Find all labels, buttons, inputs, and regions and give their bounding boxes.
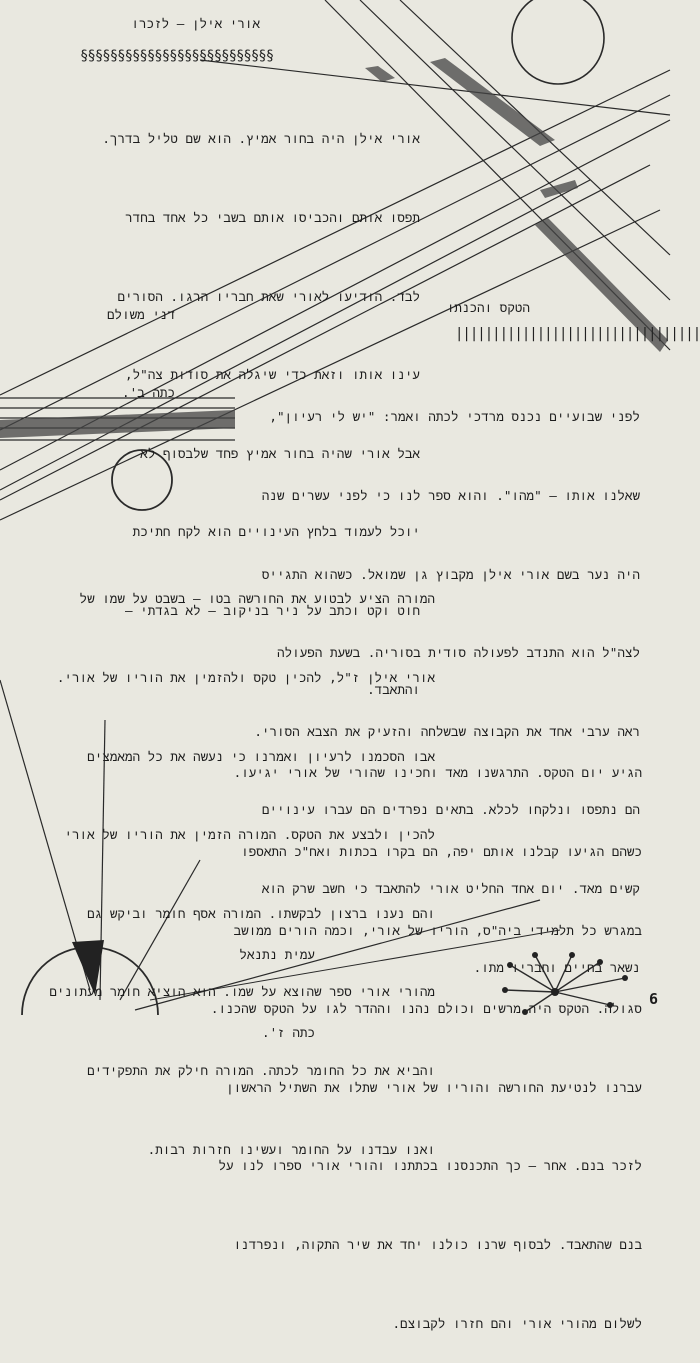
text-line: במגרש כל תלמידי ביה"ס, הוריו של אורי, וכמה הורים ממושב xyxy=(233,922,642,938)
text-line: היה נער בשם אורי אילן מקבוץ גן שמואל. כשהוא התגייס xyxy=(261,566,640,582)
author-name: דני משולם xyxy=(106,307,175,322)
text-line: לפני שבועיים נכנס מרדכי לכתה ואמר: "יש לי רעיון", xyxy=(269,409,640,425)
text-line: עינו אותו וזאת כדי שיגלה את סודות צה"ל, xyxy=(125,367,420,383)
text-line: שאלנו אותו – "מהו". והוא ספר לנו כי לפני עשרים שנה xyxy=(261,488,640,504)
author-class: כתה ז'. xyxy=(262,1025,315,1040)
text-line: המורה הציע לבטוע את החורשה בטו – בשבט על שמו של xyxy=(79,591,435,607)
text-line: יוכל לעמוד בלחץ העינויים הוא לקח חתיכת xyxy=(132,524,420,540)
text-line: סגולה. הטקס היה מרשים וכולם נהנו וההדר לגו על הטקס שהכנו. xyxy=(210,1001,642,1017)
text-line: ראה ערבי אחד את הקבוצה שבשלחה והזעיק את הצבא הסורי. xyxy=(254,723,640,739)
text-line: קשים מאד. יום אחד החליט אורי להתאבד כי חשב שרק הוא xyxy=(261,881,640,897)
text-line: בנם שהתאבד. לבסוף שרנו כולנו יחד את שיר התקוה, ונפרדנו xyxy=(233,1237,642,1253)
author-class: כתה ב'. xyxy=(122,385,175,400)
text-line: להכין ולבצע את הטקס. המורה הזמין את הוריו של אורי xyxy=(64,827,435,843)
text-line: תפסו אותם והכביסו אותם בשבי כל אחד בחדר xyxy=(125,210,420,226)
stipple-band xyxy=(430,58,555,146)
article1-ornament: §§§§§§§§§§§§§§§§§§§§§§§§§§ xyxy=(80,48,274,64)
text-line: אורי אילן היה בחור אמיץ. הוא שם טליל בדרך. xyxy=(102,131,420,147)
text-line: לשלום מהורי אורי והם חזרו לקבוצם. xyxy=(392,1315,642,1331)
article2-title: הטקס והכנתו xyxy=(446,300,530,315)
text-line: אבל אורי שהיה בחור אמיץ פחד שלבסוף לא xyxy=(140,445,420,461)
text-line: לבד. הודיעו לאורי שאת חבריו הרגו. הסורים xyxy=(117,288,420,304)
text-line: אורי אילן ז"ל, להכין טקס ולהזמין את הוריו של אורי. xyxy=(56,670,435,686)
page-number: 6 xyxy=(648,990,658,1008)
text-line: הם נתפסו ונלקחו לכלא. בתאים נפרדים הם עברו עינויים xyxy=(261,802,640,818)
text-line: נשאר בחיים וחבריו מתו. xyxy=(473,959,640,975)
text-line: והתאבד. xyxy=(367,681,420,697)
author-name: עמית נתנאל xyxy=(239,947,315,962)
text-line: והם נענו ברצון לבקשתו. המורה אסף חומר וביקש גם xyxy=(87,905,435,921)
text-line: עברנו לנטיעת החורשה והוריו של אורי שתלו את השתיל הראשון xyxy=(226,1079,642,1095)
article2-signature xyxy=(239,890,315,1072)
text-line: והביא את כל החומר לכתה. המורה חילק את התפקידים xyxy=(87,1063,435,1079)
text-line: כשהם הגיעו קבלנו אותם יפה, הם בקרו בכתות ואח"כ התאספו xyxy=(241,844,642,860)
stipple-band xyxy=(540,180,578,198)
article1-signature xyxy=(107,250,175,432)
text-line: מהורי אורי ספר שהוצא על שמו. הוא הוציא חומר מעתונים xyxy=(49,984,435,1000)
text-line: ואנו עבדנו על החומר ועשינו חזרות רבות. xyxy=(147,1141,435,1157)
top-right-circle xyxy=(512,0,604,84)
article2-ornament: ||||||||||||||||||||||||||||||||| xyxy=(455,326,700,342)
text-line: אבו הסכמנו לרעיון ואמרנו כי נעשה את כל המאמצים xyxy=(87,748,435,764)
text-line: הגיע יום הטקס. התרגשנו מאד וחכינו שהורי של אורי יגיעו. xyxy=(233,765,642,781)
article1-title: אורי אילן – לזכרו xyxy=(131,16,260,31)
text-line: לצה"ל הוא התנדב לפעולה סודית בסוריה. בשעת הפעולה xyxy=(277,645,640,661)
text-line: לזכר בנם. אחר – כך התכנסנו בכתתנו והורי אורי ספרו לנו על xyxy=(218,1158,642,1174)
text-line: חוט וקט וכתב על ניר בניקוב – לא בגדתי – xyxy=(124,603,420,619)
